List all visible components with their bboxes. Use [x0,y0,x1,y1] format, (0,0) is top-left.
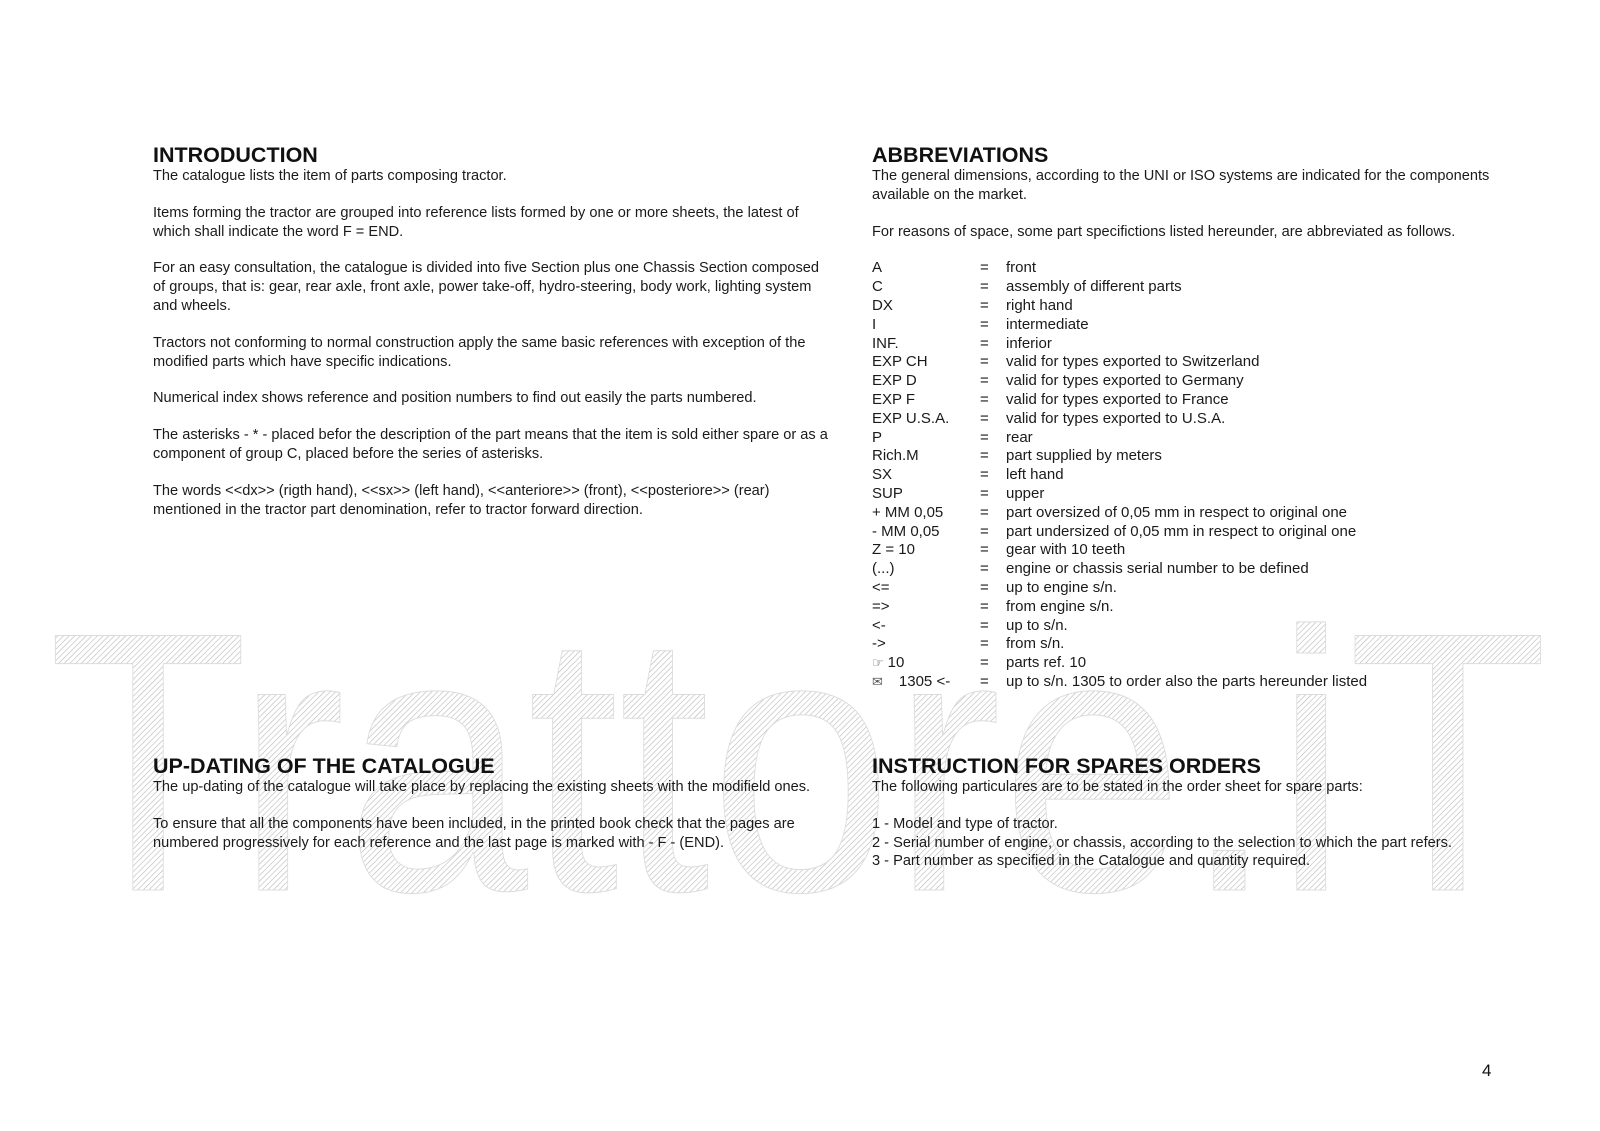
abbreviation-key-text: INF. [872,334,899,352]
abbreviation-row [872,466,1367,485]
abbreviation-key-text: SUP [872,484,903,502]
abbreviation-equals: = [980,484,989,502]
abbreviations-section [872,143,1512,692]
abbreviation-equals: = [980,541,989,559]
abbreviation-row [872,335,1367,354]
introduction-paragraph: The asterisks - * - placed befor the description of the part means that the item is sold either spare or as a component of group C, placed before the series of asterisks. [153,427,828,462]
abbreviation-key-text: EXP CH [872,353,928,371]
abbreviation-key [872,391,980,410]
abbreviation-meaning: up to engine s/n. [1006,578,1117,596]
abbreviation-key-text: <= [872,578,890,596]
abbreviation-meaning: front [1006,259,1037,277]
abbreviation-meaning: upper [1006,484,1045,502]
abbreviation-equals: = [980,503,989,521]
abbreviation-equals: = [980,259,989,277]
abbreviation-key [872,410,980,429]
abbreviation-row [872,579,1367,598]
abbreviation-equals: = [980,409,989,427]
abbreviation-key [872,654,980,673]
abbreviation-key [872,504,980,523]
updating-title: UP-DATING OF THE CATALOGUE [153,754,495,778]
abbreviation-meaning: part supplied by meters [1006,447,1162,465]
abbreviation-row [872,560,1367,579]
spares-list-item: 3 - Part number as specified in the Catalogue and quantity required. [872,853,1311,870]
abbreviation-row [872,635,1367,654]
abbreviation-meaning: valid for types exported to France [1006,390,1229,408]
abbreviation-meaning: up to s/n. [1006,616,1068,634]
abbreviation-row [872,447,1367,466]
abbreviation-row [872,523,1367,542]
abbreviations-paragraph: For reasons of space, some part specifictions listed hereunder, are abbreviated as follows. [872,223,1456,240]
abbreviation-equals: = [980,654,989,672]
abbreviations-paragraph: The general dimensions, according to the UNI or ISO systems are indicated for the components available on the market. [872,168,1490,203]
abbreviation-key-text: DX [872,296,893,314]
abbreviation-row [872,353,1367,372]
abbreviation-meaning: right hand [1006,296,1073,314]
abbreviation-equals: = [980,578,989,596]
abbreviation-meaning: valid for types exported to U.S.A. [1006,409,1226,427]
abbreviation-key [872,485,980,504]
abbreviation-meaning: left hand [1006,466,1064,484]
abbreviation-equals: = [980,390,989,408]
introduction-section [153,143,833,537]
abbreviation-equals: = [980,315,989,333]
abbreviation-key [872,523,980,542]
abbreviation-equals: = [980,353,989,371]
abbreviation-key [872,541,980,560]
page-number: 4 [1482,1061,1492,1080]
abbreviation-equals: = [980,672,989,690]
abbreviation-meaning: parts ref. 10 [1006,654,1087,672]
abbreviation-key-text: 10 [887,654,905,672]
abbreviation-meaning: engine or chassis serial number to be defined [1006,560,1309,578]
abbreviation-key-text: P [872,428,883,446]
abbreviation-equals: = [980,597,989,615]
abbreviation-key [872,617,980,636]
abbreviation-key-text: -> [872,635,886,653]
abbreviation-key-text: I [872,315,877,333]
watermark-text: Trattore.iT [48,600,1548,900]
introduction-paragraph: The catalogue lists the item of parts composing tractor. [153,168,507,184]
abbreviation-key [872,673,980,692]
spares-list-item: 2 - Serial number of engine, or chassis, according to the selection to which the part refers. [872,834,1452,851]
abbreviation-key [872,259,980,278]
updating-paragraph: To ensure that all the components have been included, in the printed book check that the pages are numbered progressively for each reference and the last page is marked with - F - (END). [153,815,795,851]
introduction-paragraph: The words <<dx>> (rigth hand), <<sx>> (left hand), <<anteriore>> (front), <<posteriore>> (rear) mentioned in the tractor part denomination, refer to tractor forward direction. [153,482,770,518]
abbreviation-meaning: from s/n. [1006,635,1065,653]
introduction-paragraph: Tractors not conforming to normal construction apply the same basic references with exception of the modified parts which have specific indications. [153,334,806,370]
abbreviation-meaning: assembly of different parts [1006,278,1182,296]
abbreviation-row [872,372,1367,391]
abbreviation-equals: = [980,560,989,578]
abbreviation-equals: = [980,522,989,540]
abbreviation-key-text: EXP F [872,390,916,408]
abbreviation-row [872,297,1367,316]
abbreviation-meaning: rear [1006,428,1033,446]
abbreviation-key-text: Z = 10 [872,541,915,559]
abbreviation-key [872,560,980,579]
abbreviation-meaning: from engine s/n. [1006,597,1114,615]
abbreviation-meaning: up to s/n. 1305 to order also the parts hereunder listed [1006,672,1368,690]
abbreviation-meaning: inferior [1006,334,1052,352]
abbreviation-row [872,654,1367,673]
abbreviation-row [872,617,1367,636]
abbreviation-key-text: A [872,259,883,277]
abbreviation-key-text: EXP U.S.A. [872,409,950,427]
abbreviation-key [872,598,980,617]
abbreviation-key-text: (...) [872,560,895,578]
pointing-hand-icon: ☞ [872,655,884,671]
abbreviation-equals: = [980,466,989,484]
abbreviation-key-text: SX [872,466,893,484]
spares-title: INSTRUCTION FOR SPARES ORDERS [872,754,1262,778]
introduction-paragraph: Numerical index shows reference and position numbers to find out easily the parts numbered. [153,390,757,407]
envelope-icon: ✉ [872,673,883,689]
abbreviation-row [872,429,1367,448]
abbreviation-key-text: => [872,597,890,615]
abbreviation-meaning: part oversized of 0,05 mm in respect to original one [1006,503,1348,521]
abbreviation-key-text: <- [872,616,886,634]
abbreviations-title: ABBREVIATIONS [872,143,1049,167]
abbreviation-meaning: valid for types exported to Switzerland [1006,353,1260,371]
abbreviation-equals: = [980,334,989,352]
abbreviation-meaning: part undersized of 0,05 mm in respect to original one [1006,522,1357,540]
abbreviation-key [872,447,980,466]
abbreviation-row [872,316,1367,335]
abbreviation-key [872,466,980,485]
abbreviation-key-text: + MM 0,05 [872,503,944,521]
introduction-paragraph: For an easy consultation, the catalogue is divided into five Section plus one Chassis Section composed of groups, that is: gear, rear axle, front axle, power take-off, hydro-steering, body work, lighting system and wheels. [153,260,820,314]
abbreviation-row [872,278,1367,297]
abbreviation-equals: = [980,372,989,390]
updating-section [153,754,833,870]
abbreviation-key [872,635,980,654]
abbreviation-key-text: EXP D [872,372,917,390]
updating-paragraph: The up-dating of the catalogue will take place by replacing the existing sheets with the modifield ones. [153,779,811,795]
abbreviation-key-text: - MM 0,05 [872,522,940,540]
introduction-title: INTRODUCTION [153,143,318,167]
abbreviation-key-text: Rich.M [872,447,919,465]
abbreviation-key [872,297,980,316]
abbreviation-equals: = [980,616,989,634]
abbreviation-equals: = [980,278,989,296]
abbreviation-meaning: valid for types exported to Germany [1006,372,1244,390]
abbreviation-equals: = [980,447,989,465]
abbreviation-equals: = [980,296,989,314]
abbreviation-equals: = [980,635,989,653]
abbreviation-row [872,504,1367,523]
spares-list-item: 1 - Model and type of tractor. [872,815,1058,832]
abbreviation-meaning: gear with 10 teeth [1006,541,1126,559]
abbreviation-key [872,316,980,335]
abbreviation-row [872,673,1367,692]
abbreviation-row [872,259,1367,278]
abbreviation-row [872,485,1367,504]
spares-section [872,754,1512,871]
abbreviation-key [872,353,980,372]
abbreviation-meaning: intermediate [1006,315,1089,333]
abbreviation-row [872,541,1367,560]
abbreviation-key [872,429,980,448]
abbreviation-key-text: 1305 <- [898,672,951,690]
abbreviation-key-text: C [872,278,883,296]
abbreviation-row [872,410,1367,429]
abbreviation-row [872,598,1367,617]
introduction-paragraph: Items forming the tractor are grouped into reference lists formed by one or more sheets, the latest of which shall indicate the word F = END. [153,204,799,240]
spares-intro: The following particulares are to be stated in the order sheet for spare parts: [872,779,1363,795]
spares-list [872,815,1512,871]
abbreviation-key [872,579,980,598]
abbreviations-table [872,259,1367,691]
abbreviation-equals: = [980,428,989,446]
abbreviation-key [872,335,980,354]
abbreviation-key [872,278,980,297]
abbreviation-row [872,391,1367,410]
abbreviation-key [872,372,980,391]
